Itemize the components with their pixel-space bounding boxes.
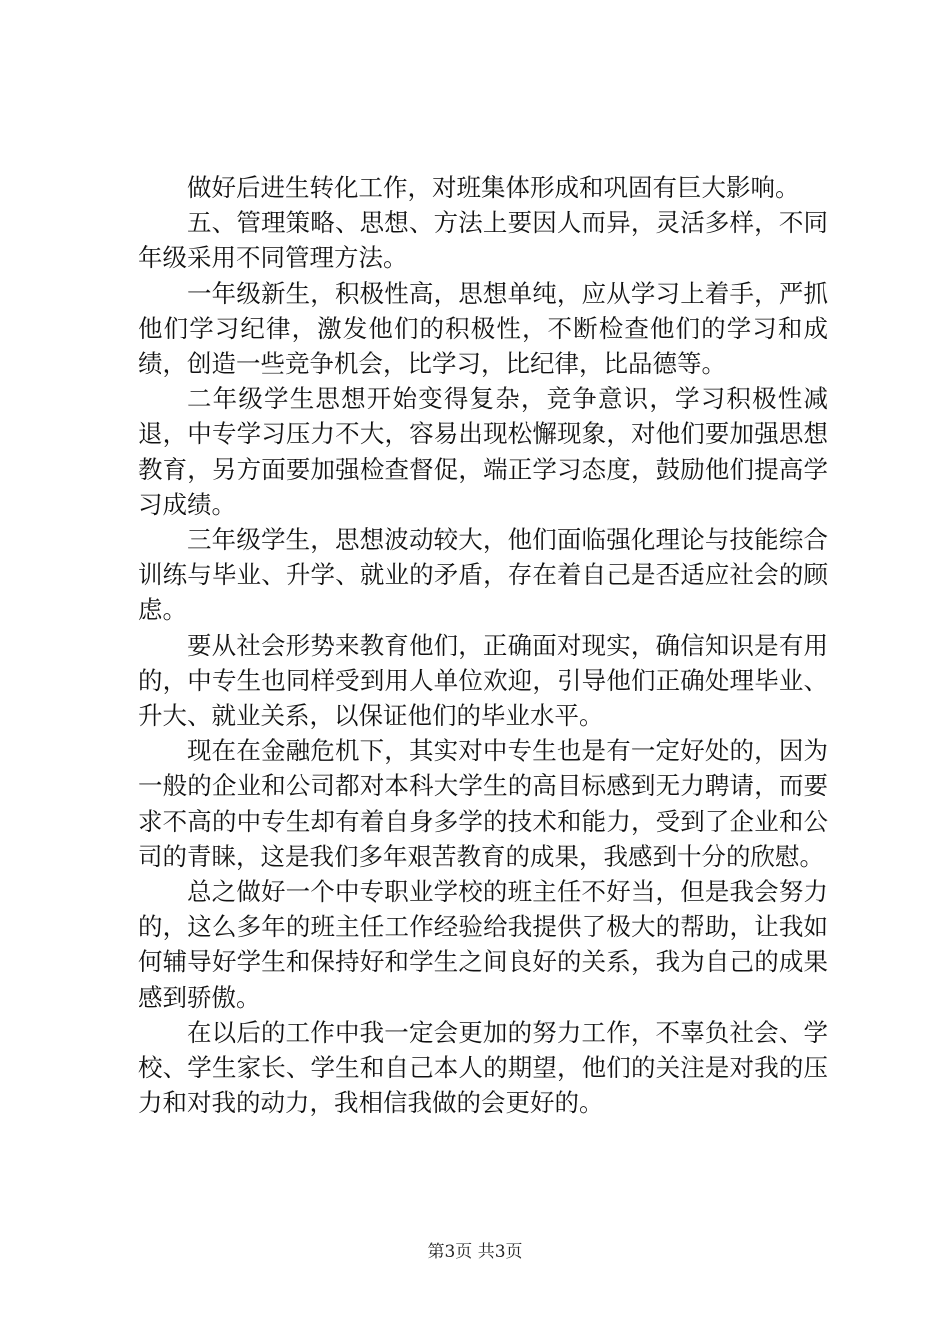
paragraph: 在以后的工作中我一定会更加的努力工作，不辜负社会、学校、学生家长、学生和自己本人的期望，他们的关注是对我的压力和对我的动力，我相信我做的会更好的。 bbox=[138, 1017, 828, 1118]
document-body bbox=[138, 170, 828, 1120]
paragraph: 二年级学生思想开始变得复杂，竞争意识，学习积极性减退，中专学习压力不大，容易出现松懈现象，对他们要加强思想教育，另方面要加强检查督促，端正学习态度，鼓励他们提高学习成绩。 bbox=[138, 384, 828, 519]
paragraph: 现在在金融危机下，其实对中专生也是有一定好处的，因为一般的企业和公司都对本科大学生的高目标感到无力聘请，而要求不高的中专生却有着自身多学的技术和能力，受到了企业和公司的青睐，这是我们多年艰苦教育的成果，我感到十分的欣慰。 bbox=[138, 736, 828, 871]
paragraph: 三年级学生，思想波动较大，他们面临强化理论与技能综合训练与毕业、升学、就业的矛盾，存在着自己是否适应社会的顾虑。 bbox=[138, 525, 828, 625]
page-footer bbox=[0, 1241, 950, 1263]
paragraph: 做好后进生转化工作，对班集体形成和巩固有巨大影响。 bbox=[187, 173, 800, 202]
paragraph: 一年级新生，积极性高，思想单纯，应从学习上着手，严抓他们学习纪律，激发他们的积极性，不断检查他们的学习和成绩，创造一些竞争机会，比学习，比纪律，比品德等。 bbox=[138, 278, 828, 379]
paragraph: 五、管理策略、思想、方法上要因人而异，灵活多样，不同年级采用不同管理方法。 bbox=[138, 208, 828, 273]
paragraph: 要从社会形势来教育他们，正确面对现实，确信知识是有用的，中专生也同样受到用人单位欢迎，引导他们正确处理毕业、升大、就业关系，以保证他们的毕业水平。 bbox=[138, 630, 828, 731]
paragraph: 总之做好一个中专职业学校的班主任不好当，但是我会努力的，这么多年的班主任工作经验给我提供了极大的帮助，让我如何辅导好学生和保持好和学生之间良好的关系，我为自己的成果感到骄傲。 bbox=[138, 877, 828, 1012]
page-number-label: 第3页 共3页 bbox=[427, 1242, 523, 1262]
